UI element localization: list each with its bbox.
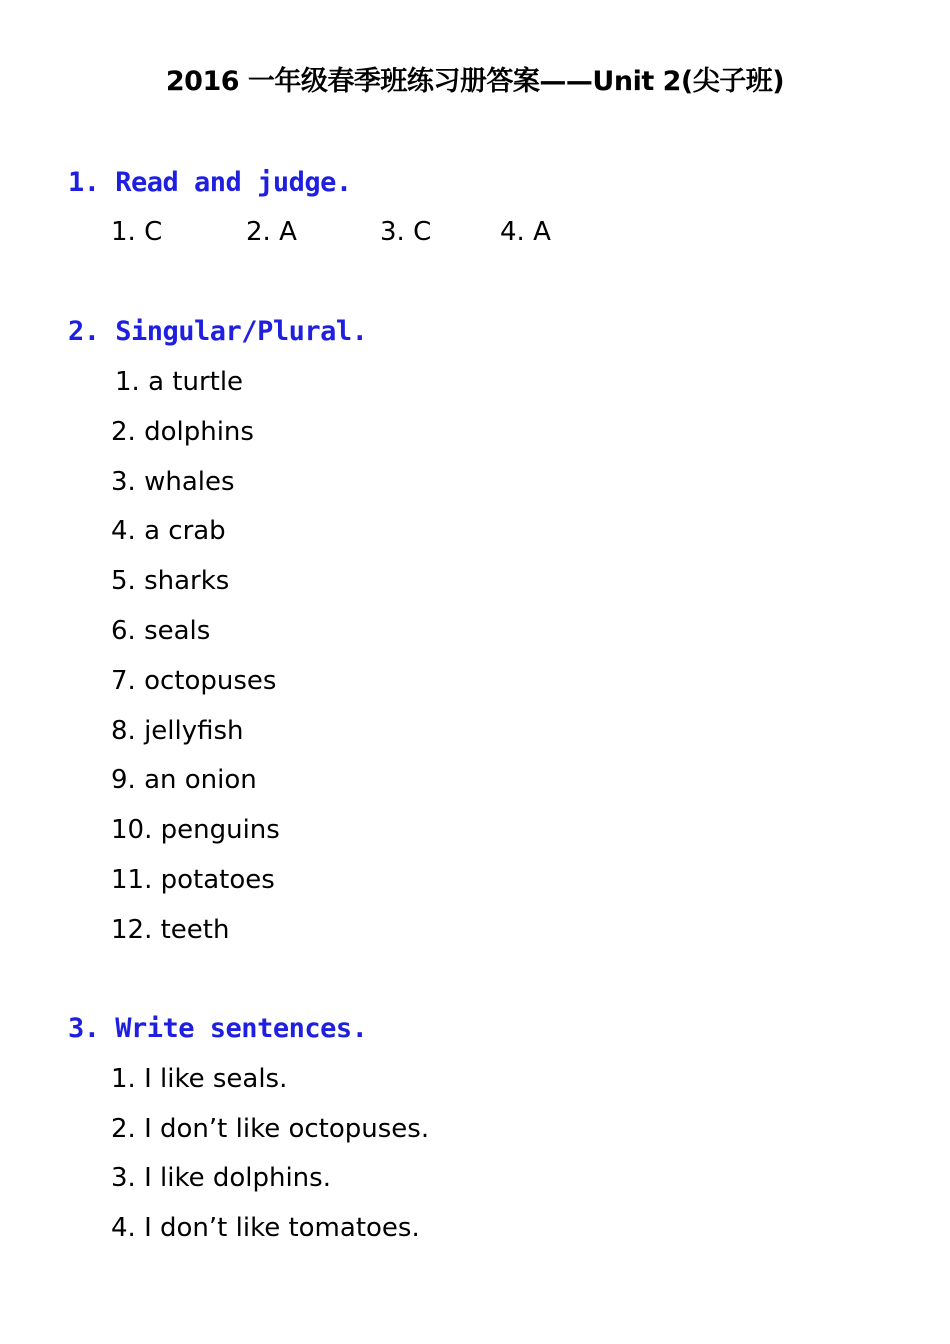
singular-plural-item: 3. whales bbox=[111, 467, 235, 497]
judge-answer-2: 2. A bbox=[246, 217, 297, 247]
singular-plural-item: 10. penguins bbox=[111, 815, 280, 845]
singular-plural-item: 11. potatoes bbox=[111, 865, 275, 895]
page-title: 2016 一年级春季班练习册答案——Unit 2(尖子班) bbox=[165, 66, 785, 97]
sentence-item: 3. I like dolphins. bbox=[111, 1163, 331, 1193]
section-heading-write-sentences: 3. Write sentences. bbox=[68, 1013, 368, 1044]
singular-plural-item: 1. a turtle bbox=[115, 367, 244, 397]
section-heading-read-and-judge: 1. Read and judge. bbox=[68, 167, 352, 198]
singular-plural-item: 9. an onion bbox=[111, 765, 257, 795]
section-heading-singular-plural: 2. Singular/Plural. bbox=[68, 316, 368, 347]
sentence-item: 4. I don’t like tomatoes. bbox=[111, 1213, 420, 1243]
singular-plural-item: 6. seals bbox=[111, 616, 211, 646]
singular-plural-item: 8. jellyfish bbox=[111, 716, 244, 746]
singular-plural-item: 5. sharks bbox=[111, 566, 230, 596]
singular-plural-item: 7. octopuses bbox=[111, 666, 277, 696]
singular-plural-item: 4. a crab bbox=[111, 516, 226, 546]
singular-plural-item: 12. teeth bbox=[111, 915, 230, 945]
judge-answer-4: 4. A bbox=[500, 217, 551, 247]
sentence-item: 1. I like seals. bbox=[111, 1064, 288, 1094]
sentence-item: 2. I don’t like octopuses. bbox=[111, 1114, 430, 1144]
judge-answer-3: 3. C bbox=[380, 217, 432, 247]
judge-answer-1: 1. C bbox=[111, 217, 163, 247]
singular-plural-item: 2. dolphins bbox=[111, 417, 254, 447]
